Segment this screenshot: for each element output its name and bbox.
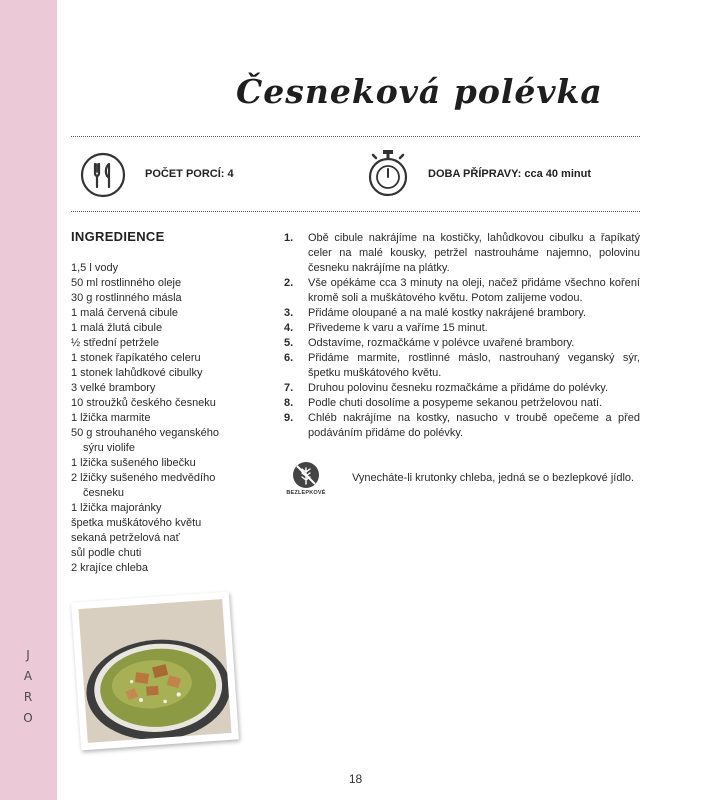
step-item — [284, 231, 640, 276]
list-item: 1 lžička sušeného libečku — [71, 457, 196, 469]
portions-info: POČET PORCÍ: 4 — [145, 168, 234, 180]
step-text: Obě cibule nakrájíme na kostičky, lahůdkovou cibulku a řapíkatý celer na malé kousky, petržel nastrouháme najemno, polovinu česneku nakrájíme na plátky. — [308, 232, 640, 274]
step-number: 8. — [284, 397, 294, 409]
step-text: Přivedeme k varu a vaříme 15 minut. — [308, 322, 488, 334]
list-item: 1,5 l vody — [71, 262, 119, 274]
season-letter: J — [26, 648, 30, 662]
step-number: 3. — [284, 307, 294, 319]
list-item: česneku — [83, 487, 124, 499]
list-item: 1 stonek lahůdkové cibulky — [71, 367, 203, 379]
gluten-free-note: Vynecháte-li krutonky chleba, jedná se o bezlepkové jídlo. — [352, 472, 635, 484]
divider-top — [71, 136, 640, 137]
list-item: ½ střední petržele — [71, 337, 160, 349]
step-number: 7. — [284, 382, 294, 394]
list-item: 50 g strouhaného veganského — [71, 427, 220, 439]
page-number: 18 — [348, 772, 363, 786]
step-text: Přidáme marmite, rostlinné máslo, nastrouhaný veganský sýr, špetku muškátového květu. — [308, 352, 640, 379]
list-item: 50 ml rostlinného oleje — [71, 277, 182, 289]
step-number: 1. — [284, 232, 294, 244]
list-item: sůl podle chuti — [71, 547, 142, 559]
step-item — [284, 306, 640, 321]
season-letter: R — [23, 690, 33, 704]
list-item: 10 stroužků českého česneku — [71, 397, 216, 409]
ingredients-list — [71, 261, 271, 576]
list-item: 2 krajíce chleba — [71, 562, 149, 574]
list-item: 1 malá žlutá cibule — [71, 322, 163, 334]
list-item: 1 stonek řapíkatého celeru — [71, 352, 201, 364]
divider-bottom — [71, 211, 640, 212]
list-item: 2 lžičky sušeného medvědího — [71, 472, 216, 484]
ingredients-heading: INGREDIENCE — [71, 229, 165, 244]
list-item: 3 velké brambory — [71, 382, 156, 394]
step-text: Vše opékáme cca 3 minuty na oleji, načež přidáme všechno koření kromě soli a muškátového květu. Potom zalijeme vodou. — [308, 277, 640, 304]
step-text: Druhou polovinu česneku rozmačkáme a přidáme do polévky. — [308, 382, 609, 394]
step-text: Přidáme oloupané a na malé kostky nakrájené brambory. — [308, 307, 587, 319]
step-number: 9. — [284, 412, 294, 424]
step-item — [284, 351, 640, 381]
season-label — [18, 645, 38, 729]
list-item: sekaná petrželová nať — [71, 532, 180, 544]
prep-time-info: DOBA PŘÍPRAVY: cca 40 minut — [428, 168, 591, 180]
step-number: 5. — [284, 337, 294, 349]
step-item — [284, 336, 640, 351]
cutlery-icon — [79, 151, 127, 199]
step-item — [284, 276, 640, 306]
list-item: 1 lžička majoránky — [71, 502, 162, 514]
steps-list — [284, 231, 640, 441]
recipe-title: Česneková polévka — [236, 72, 603, 111]
list-item: 30 g rostlinného másla — [71, 292, 182, 304]
step-number: 6. — [284, 352, 294, 364]
step-number: 2. — [284, 277, 294, 289]
step-text: Chléb nakrájíme na kostky, nasucho v troubě opečeme a před podáváním přidáme do polévky. — [308, 412, 640, 439]
list-item: 1 lžička marmite — [71, 412, 151, 424]
season-letter: O — [23, 711, 33, 725]
season-letter: A — [23, 669, 33, 683]
stopwatch-icon — [365, 148, 411, 198]
step-item — [284, 411, 640, 441]
step-number: 4. — [284, 322, 294, 334]
list-item: špetka muškátového květu — [71, 517, 202, 529]
list-item: sýru violife — [83, 442, 135, 454]
soup-photo — [71, 592, 239, 751]
step-item — [284, 321, 640, 336]
step-text: Podle chuti dosolíme a posypeme sekanou petrželovou natí. — [308, 397, 603, 409]
step-text: Odstavíme, rozmačkáme v polévce uvařené brambory. — [308, 337, 575, 349]
gluten-free-label: BEZLEPKOVÉ — [286, 490, 326, 496]
step-item — [284, 381, 640, 396]
list-item: 1 malá červená cibule — [71, 307, 179, 319]
soup-photo-image — [79, 599, 232, 743]
step-item — [284, 396, 640, 411]
